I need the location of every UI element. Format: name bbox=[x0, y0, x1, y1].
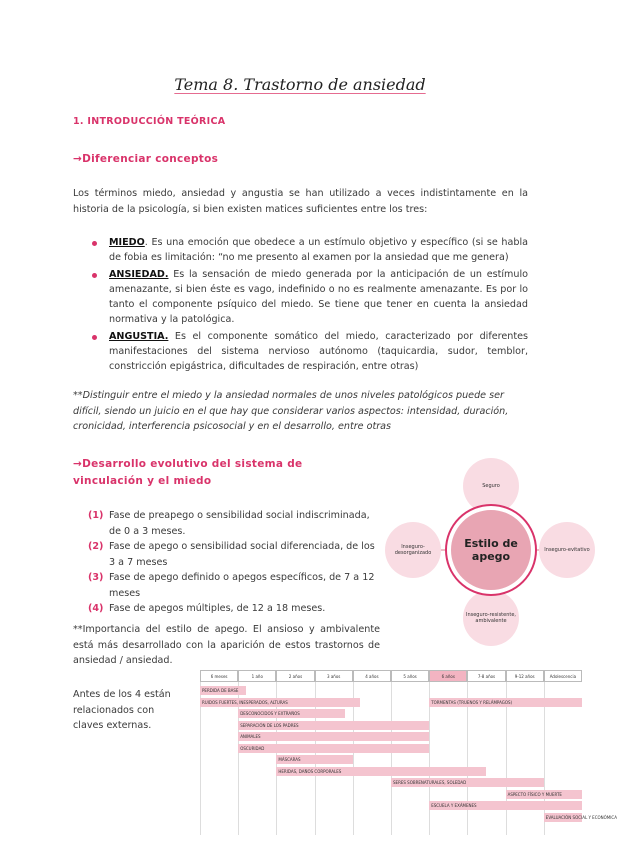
concept-description: . Es una emoción que obedece a un estímulo objetivo y específico (si se habla de fobia es limitación: “no me presento al examen por la ansiedad que me genera) bbox=[109, 237, 528, 264]
diagram-node-right: Inseguro-evitativo bbox=[539, 522, 595, 578]
phase-text: Fase de apego o sensibilidad social diferenciada, de los 3 a 7 meses bbox=[109, 541, 375, 568]
timeline-header: 7-8 años bbox=[467, 670, 505, 682]
concept-description: Es la sensación de miedo generada por la anticipación de un estímulo amenazante, si bien éste es vago, indefinido o no es realmente amenazante. Es por lo tanto el componente psíquico del miedo. Se tiene que tener en cuenta la ansiedad normativa y la patológica. bbox=[109, 268, 528, 326]
timeline-gridline bbox=[506, 670, 507, 835]
note-paragraph: **Distinguir entre el miedo y la ansiedad normales de unos niveles patológicos puede ser difícil, siendo un juicio en el que hay que considerar varios aspectos: intensidad, duración, cronicidad, interferencia psicosocial y en el desarrollo, entre otras bbox=[73, 390, 509, 432]
attachment-diagram bbox=[383, 450, 598, 650]
concepts-list bbox=[90, 235, 528, 375]
phase-item bbox=[88, 539, 378, 570]
timeline-header: 1 año bbox=[238, 670, 276, 682]
timeline-bar: EVALUACIÓN SOCIAL Y ECONÓMICA bbox=[545, 814, 617, 820]
timeline-bar: SERES SOBRENATURALES, SOLEDAD bbox=[391, 778, 544, 787]
timeline-bar: OSCURIDAD bbox=[238, 744, 429, 753]
subsection-heading-concepts: →Diferenciar conceptos bbox=[73, 153, 219, 165]
timeline-gridline bbox=[276, 670, 277, 835]
concept-item bbox=[90, 235, 528, 266]
timeline-header: 3 años bbox=[315, 670, 353, 682]
timeline-bar: SEPARACIÓN DE LOS PADRES bbox=[238, 721, 429, 730]
phase-number: (1) bbox=[88, 510, 104, 521]
intro-paragraph: Los términos miedo, ansiedad y angustia se han utilizado a veces indistintamente en la historia de la psicología, si bien existen matices suficientes entre los tres: bbox=[73, 188, 528, 215]
phase-item bbox=[88, 508, 378, 539]
timeline-header: 2 años bbox=[276, 670, 314, 682]
diagram-center: Estilo de apego bbox=[447, 506, 535, 594]
timeline-gridline bbox=[467, 670, 468, 835]
phase-text: Fase de apego definido o apegos específicos, de 7 a 12 meses bbox=[109, 572, 375, 599]
importance-paragraph: **Importancia del estilo de apego. El ansioso y ambivalente está más desarrollado con la aparición de estos trastornos de ansiedad / ansiedad. bbox=[73, 624, 380, 666]
bullet-icon bbox=[92, 273, 97, 278]
timeline-gridline bbox=[544, 670, 545, 835]
timeline-gridline bbox=[391, 670, 392, 835]
phase-text: Fase de preapego o sensibilidad social indiscriminada, de 0 a 3 meses. bbox=[109, 510, 370, 537]
section-heading: 1. INTRODUCCIÓN TEÓRICA bbox=[73, 116, 226, 127]
timeline-header: 6 años bbox=[429, 670, 467, 682]
timeline-bar: HERIDAS, DAÑOS CORPORALES bbox=[276, 767, 486, 776]
timeline-gridline bbox=[315, 670, 316, 835]
timeline-gridline bbox=[429, 670, 430, 835]
phase-number: (2) bbox=[88, 541, 104, 552]
timeline-bar: ASPECTO FÍSICO Y MUERTE bbox=[506, 790, 582, 799]
page-title: Tema 8. Trastorno de ansiedad bbox=[174, 75, 426, 94]
timeline-header: 6 meses bbox=[200, 670, 238, 682]
concept-description: Es el componente somático del miedo, caracterizado por diferentes manifestaciones del sistema nervioso autónomo (taquicardia, sudor, temblor, constricción epigástrica, dificultades de respiración, entre otras) bbox=[109, 330, 528, 373]
phase-item bbox=[88, 570, 378, 601]
concept-item bbox=[90, 267, 528, 328]
timeline-header: 9-12 años bbox=[506, 670, 544, 682]
concept-term: ANSIEDAD. bbox=[109, 268, 169, 280]
phase-text: Fase de apegos múltiples, de 12 a 18 meses. bbox=[109, 603, 326, 614]
timeline-header: 5 años bbox=[391, 670, 429, 682]
phase-number: (3) bbox=[88, 572, 104, 583]
timeline-bar: PERDIDA DE BASE bbox=[200, 686, 246, 695]
timeline-bar: TORMENTAS (TRUENOS Y RELÁMPAGOS) bbox=[429, 698, 582, 707]
concept-term: MIEDO bbox=[109, 237, 145, 248]
timeline-gridline bbox=[353, 670, 354, 835]
timeline-header: 4 años bbox=[353, 670, 391, 682]
timeline-bar: ANIMALES bbox=[238, 732, 429, 741]
timeline-header: Adolescencia bbox=[544, 670, 582, 682]
concept-item bbox=[90, 329, 528, 375]
concept-term: ANGUSTIA. bbox=[109, 330, 169, 342]
timeline-bar: DESCONOCIDOS Y EXTRAÑOS bbox=[238, 709, 345, 718]
subsection-heading-development: →Desarrollo evolutivo del sistema de vinculación y el miedo bbox=[73, 458, 303, 487]
diagram-node-left: Inseguro-desorganizado bbox=[385, 522, 441, 578]
phase-number: (4) bbox=[88, 603, 104, 614]
diagram-node-top: Seguro bbox=[463, 458, 519, 514]
timeline-bar: ESCUELA Y EXÁMENES bbox=[429, 801, 582, 810]
phase-item bbox=[88, 601, 378, 617]
timeline-bar: RUIDOS FUERTES, INESPERADOS, ALTURAS bbox=[200, 698, 360, 707]
side-note: Antes de los 4 están relacionados con claves externas. bbox=[73, 689, 171, 731]
phases-list bbox=[88, 508, 378, 617]
timeline-bar: MÁSCARAS bbox=[276, 755, 352, 764]
bullet-icon bbox=[92, 335, 97, 340]
bullet-icon bbox=[92, 241, 97, 246]
diagram-node-bottom: Inseguro-resistente, ambivalente bbox=[463, 590, 519, 646]
fear-timeline bbox=[200, 670, 617, 835]
